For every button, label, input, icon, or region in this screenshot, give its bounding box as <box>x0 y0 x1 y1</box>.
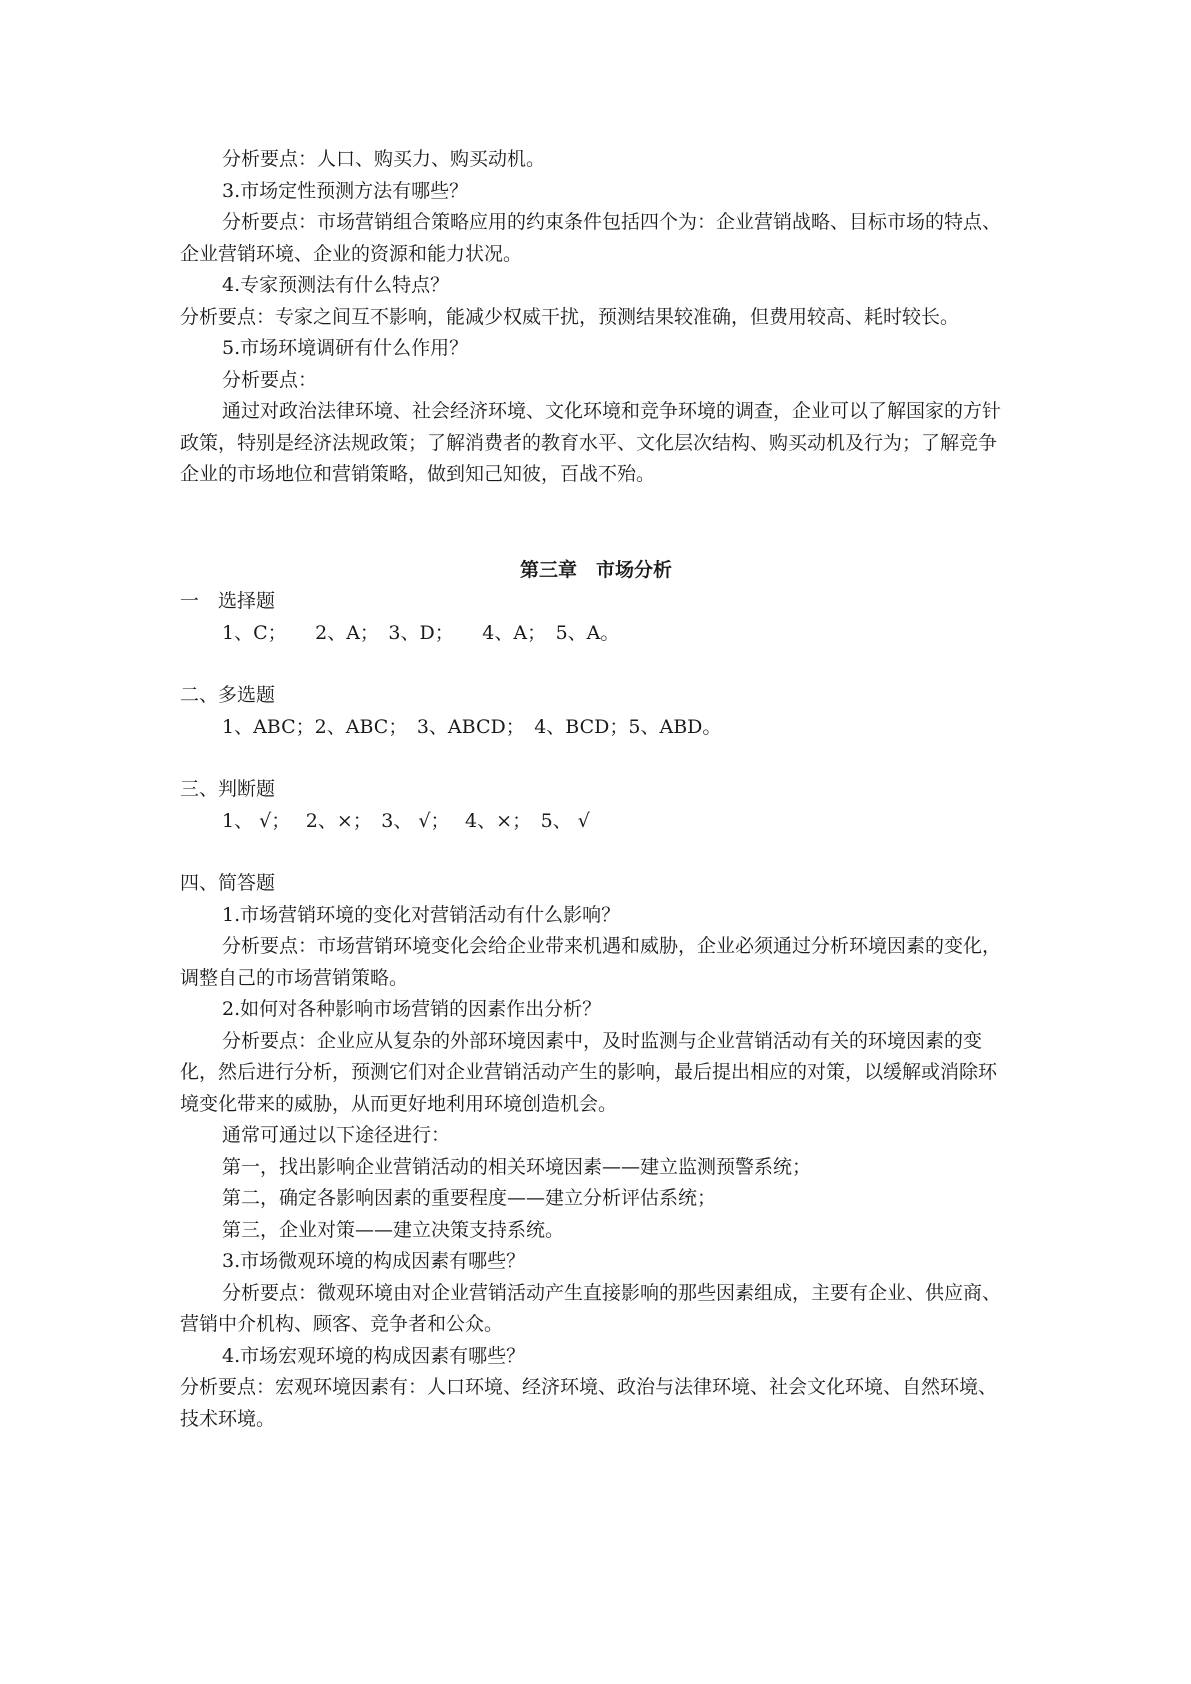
question: 1.市场营销环境的变化对营销活动有什么影响？ <box>222 903 621 926</box>
list-item: 第三，企业对策——建立决策支持系统。 <box>222 1218 565 1241</box>
section-heading: 三、判断题 <box>180 778 276 800</box>
paragraph: 分析要点：市场营销环境变化会给企业带来机遇和威胁，企业必须通过分析环境因素的变化，调整自己的市场营销策略。 <box>180 935 1002 989</box>
judgement-section <box>180 774 1012 837</box>
paragraph: 分析要点：微观环境由对企业营销活动产生直接影响的那些因素组成，主要有企业、供应商、营销中介机构、顾客、竞争者和公众。 <box>180 1281 1002 1335</box>
paragraph: 分析要点：宏观环境因素有：人口环境、经济环境、政治与法律环境、社会文化环境、自然环境、技术环境。 <box>180 1376 998 1430</box>
question: 3.市场微观环境的构成因素有哪些？ <box>222 1250 526 1272</box>
answer-list: 1、 √； 2、×； 3、 √； 4、×； 5、 √ <box>222 809 590 832</box>
spacer <box>180 743 1012 774</box>
section-heading: 二、多选题 <box>180 684 276 706</box>
question: 3.市场定性预测方法有哪些？ <box>222 179 469 202</box>
section-heading: 一 选择题 <box>180 590 276 612</box>
chapter-title: 第三章 市场分析 <box>519 558 672 581</box>
question: 4.市场宏观环境的构成因素有哪些？ <box>222 1344 526 1367</box>
spacer <box>180 837 1012 868</box>
document-page <box>180 144 1012 1435</box>
list-item: 第一，找出影响企业营销活动的相关环境因素——建立监测预警系统； <box>222 1155 812 1178</box>
question: 4.专家预测法有什么特点？ <box>222 274 450 296</box>
answer-list: 1、ABC；2、ABC； 3、ABCD； 4、BCD；5、ABD。 <box>222 715 722 738</box>
spacer <box>180 649 1012 680</box>
section-heading: 四、简答题 <box>180 872 276 894</box>
multi-choice-section <box>180 680 1012 743</box>
spacer <box>180 491 1012 555</box>
paragraph: 分析要点： <box>222 368 318 391</box>
paragraph: 分析要点：市场营销组合策略应用的约束条件包括四个为：企业营销战略、目标市场的特点、企业营销环境、企业的资源和能力状况。 <box>180 211 1002 265</box>
choice-section <box>180 586 1012 649</box>
question: 2.如何对各种影响市场营销的因素作出分析？ <box>222 998 602 1020</box>
paragraph: 分析要点：专家之间互不影响，能减少权威干扰，预测结果较准确，但费用较高、耗时较长。 <box>180 305 960 328</box>
paragraph: 通过对政治法律环境、社会经济环境、文化环境和竞争环境的调查，企业可以了解国家的方针政策，特别是经济法规政策；了解消费者的教育水平、文化层次结构、购买动机及行为；了解竞争企业的市场地位和营销策略，做到知己知彼，百战不殆。 <box>180 400 1002 485</box>
question: 5.市场环境调研有什么作用？ <box>222 337 469 359</box>
list-item: 第二，确定各影响因素的重要程度——建立分析评估系统； <box>222 1187 717 1209</box>
short-answer-section <box>180 868 1012 1435</box>
answer-list: 1、C； 2、A； 3、D； 4、A； 5、A。 <box>222 621 620 644</box>
paragraph: 分析要点：人口、购买力、购买动机。 <box>222 148 546 170</box>
paragraph: 通常可通过以下途径进行： <box>222 1124 451 1146</box>
paragraph: 分析要点：企业应从复杂的外部环境因素中，及时监测与企业营销活动有关的环境因素的变化，然后进行分析，预测它们对企业营销活动产生的影响，最后提出相应的对策，以缓解或消除环境变化带来的威胁，从而更好地利用环境创造机会。 <box>180 1029 998 1115</box>
previous-section <box>180 144 1012 491</box>
